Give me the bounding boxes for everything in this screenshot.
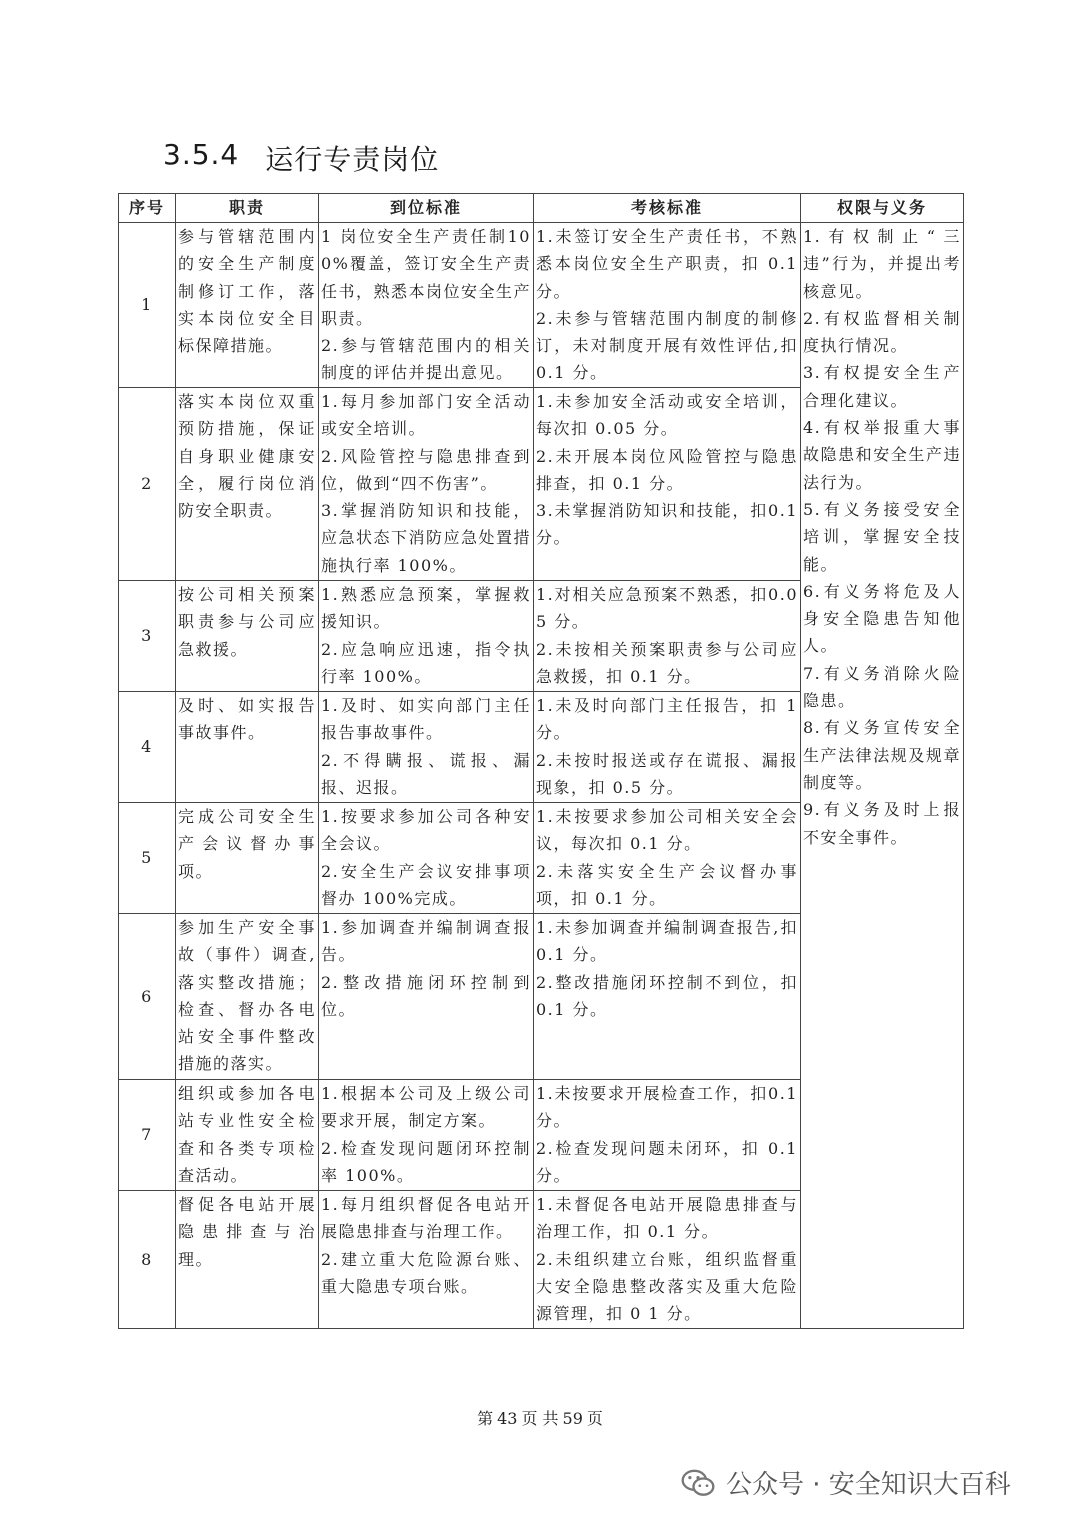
header-assessment: 考核标准 <box>534 194 801 223</box>
assessment-cell <box>534 581 801 692</box>
header-rights: 权限与义务 <box>801 194 964 223</box>
assessment-item: 1.未及时向部门主任报告，扣 1分。 <box>536 696 798 743</box>
header-standard: 到位标准 <box>319 194 534 223</box>
standard-item: 2.安全生产会议安排事项督办 100%完成。 <box>321 861 531 908</box>
duty-cell: 参与管辖范围内的安全生产制度制修订工作，落实本岗位安全目标保障措施。 <box>176 223 319 388</box>
rights-item: 8.有义务宣传安全生产法律法规及规章制度等。 <box>803 718 961 792</box>
assessment-item: 2.检查发现问题未闭环，扣 0.1分。 <box>536 1138 798 1185</box>
standard-item: 1.每月组织督促各电站开展隐患排查与治理工作。 <box>321 1195 531 1242</box>
standard-item: 1.参加调查并编制调查报告。 <box>321 918 531 965</box>
assessment-item: 2.未按相关预案职责参与公司应急救援，扣 0.1 分。 <box>536 639 798 686</box>
rights-item: 2.有权监督相关制度执行情况。 <box>803 308 961 356</box>
standard-cell <box>319 1080 534 1191</box>
row-number: 5 <box>119 803 176 914</box>
rights-item: 6.有义务将危及人身安全隐患告知他人。 <box>803 581 961 656</box>
footer-suffix: 页 <box>586 1409 603 1428</box>
standard-item: 1.每月参加部门安全活动或安全培训。 <box>321 392 531 439</box>
standard-item: 1.及时、如实向部门主任报告事故事件。 <box>321 696 531 743</box>
duty-cell: 组织或参加各电站专业性安全检查和各类专项检查活动。 <box>176 1080 319 1191</box>
assessment-cell <box>534 1191 801 1329</box>
section-number: 3.5.4 <box>163 138 240 171</box>
assessment-cell <box>534 1080 801 1191</box>
rights-item: 5.有义务接受安全培训，掌握安全技能。 <box>803 499 961 574</box>
standard-cell <box>319 692 534 803</box>
footer-middle: 页 共 <box>521 1409 559 1428</box>
assessment-item: 2.未落实安全生产会议督办事项，扣 0.1 分。 <box>536 861 798 908</box>
standard-item: 2.建立重大危险源台账、重大隐患专项台账。 <box>321 1249 531 1296</box>
assessment-item: 1.未签订安全生产责任书，不熟悉本岗位安全生产职责，扣 0.1 分。 <box>536 227 798 301</box>
row-number: 7 <box>119 1080 176 1191</box>
assessment-item: 2.未开展本岗位风险管控与隐患排查，扣 0.1 分。 <box>536 446 798 493</box>
section-title: 运行专责岗位 <box>265 143 440 176</box>
footer-prefix: 第 <box>477 1409 494 1428</box>
assessment-item: 1.对相关应急预案不熟悉，扣0.05 分。 <box>536 585 798 632</box>
rights-item: 4.有权举报重大事故隐患和安全生产违法行为。 <box>803 418 961 492</box>
rights-item: 7.有义务消除火险隐患。 <box>803 663 961 711</box>
standard-item: 1.按要求参加公司各种安全会议。 <box>321 807 531 854</box>
table-row <box>119 223 964 388</box>
duty-cell: 按公司相关预案职责参与公司应急救援。 <box>176 581 319 692</box>
standard-item: 2.检查发现问题闭环控制率 100%。 <box>321 1138 531 1185</box>
table-header-row <box>119 194 964 223</box>
duty-cell: 落实本岗位双重预防措施，保证自身职业健康安全，履行岗位消防安全职责。 <box>176 388 319 581</box>
assessment-item: 1.未按要求参加公司相关安全会议，每次扣 0.1 分。 <box>536 807 798 854</box>
row-number: 1 <box>119 223 176 388</box>
standard-cell <box>319 1191 534 1329</box>
header-num: 序号 <box>119 194 176 223</box>
duty-cell: 参加生产安全事故（事件）调查,落实整改措施；检查、督办各电站安全事件整改措施的落实。 <box>176 914 319 1080</box>
assessment-item: 1.未参加调查并编制调查报告,扣 0.1 分。 <box>536 918 798 965</box>
footer-total-pages: 59 <box>562 1409 583 1428</box>
standard-cell <box>319 803 534 914</box>
rights-cell <box>801 223 964 1329</box>
assessment-cell <box>534 388 801 581</box>
standard-item: 3.掌握消防知识和技能，应急状态下消防应急处置措施执行率 100%。 <box>321 501 532 575</box>
assessment-cell <box>534 803 801 914</box>
row-number: 8 <box>119 1191 176 1329</box>
standard-item: 2.参与管辖范围内的相关制度的评估并提出意见。 <box>321 336 531 383</box>
standard-cell <box>319 914 534 1080</box>
rights-item: 3.有权提安全生产合理化建议。 <box>803 363 961 410</box>
assessment-item: 1.未参加安全活动或安全培训，每次扣 0.05 分。 <box>536 392 798 439</box>
standard-item: 1.根据本公司及上级公司要求开展，制定方案。 <box>321 1084 531 1131</box>
standard-item: 1.熟悉应急预案，掌握救援知识。 <box>321 585 531 632</box>
watermark <box>680 1464 1011 1501</box>
duty-cell: 及时、如实报告事故事件。 <box>176 692 319 803</box>
assessment-item: 1.未按要求开展检查工作，扣0.1 分。 <box>536 1084 798 1131</box>
page-footer <box>0 1406 1080 1429</box>
row-number: 6 <box>119 914 176 1080</box>
assessment-item: 1.未督促各电站开展隐患排查与治理工作，扣 0.1 分。 <box>536 1195 798 1242</box>
standard-item: 2.不得瞒报、谎报、漏报、迟报。 <box>321 750 531 797</box>
assessment-item: 2.未组织建立台账，组织监督重大安全隐患整改落实及重大危险源管理，扣 0 1 分。 <box>536 1249 798 1324</box>
header-duty: 职责 <box>176 194 319 223</box>
section-heading <box>163 138 439 178</box>
standard-item: 1 岗位安全生产责任制100%覆盖，签订安全生产责任书，熟悉本岗位安全生产职责。 <box>321 227 532 328</box>
assessment-item: 2.未按时报送或存在谎报、漏报现象，扣 0.5 分。 <box>536 750 798 797</box>
rights-item: 1.有权制止“三违”行为，并提出考核意见。 <box>803 227 961 301</box>
duty-cell: 完成公司安全生产会议督办事项。 <box>176 803 319 914</box>
assessment-item: 3.未掌握消防知识和技能，扣0.1 分。 <box>536 501 798 548</box>
assessment-cell <box>534 692 801 803</box>
standard-item: 2.应急响应迅速，指令执行率 100%。 <box>321 639 531 686</box>
assessment-item: 2.未参与管辖范围内制度的制修订，未对制度开展有效性评估,扣 0.1 分。 <box>536 308 798 383</box>
rights-item: 9.有义务及时上报不安全事件。 <box>803 800 961 847</box>
duty-table <box>118 193 964 1329</box>
row-number: 3 <box>119 581 176 692</box>
wechat-icon <box>680 1465 716 1501</box>
standard-cell <box>319 223 534 388</box>
assessment-cell <box>534 223 801 388</box>
assessment-cell <box>534 914 801 1080</box>
standard-item: 2.风险管控与隐患排查到位，做到“四不伤害”。 <box>321 446 531 493</box>
watermark-text: 公众号 · 安全知识大百科 <box>726 1470 1011 1500</box>
row-number: 4 <box>119 692 176 803</box>
footer-page-number: 43 <box>497 1409 518 1428</box>
row-number: 2 <box>119 388 176 581</box>
standard-cell <box>319 581 534 692</box>
standard-item: 2.整改措施闭环控制到位。 <box>321 972 531 1019</box>
duty-cell: 督促各电站开展隐患排查与治理。 <box>176 1191 319 1329</box>
standard-cell <box>319 388 534 581</box>
assessment-item: 2.整改措施闭环控制不到位，扣0.1 分。 <box>536 972 798 1019</box>
